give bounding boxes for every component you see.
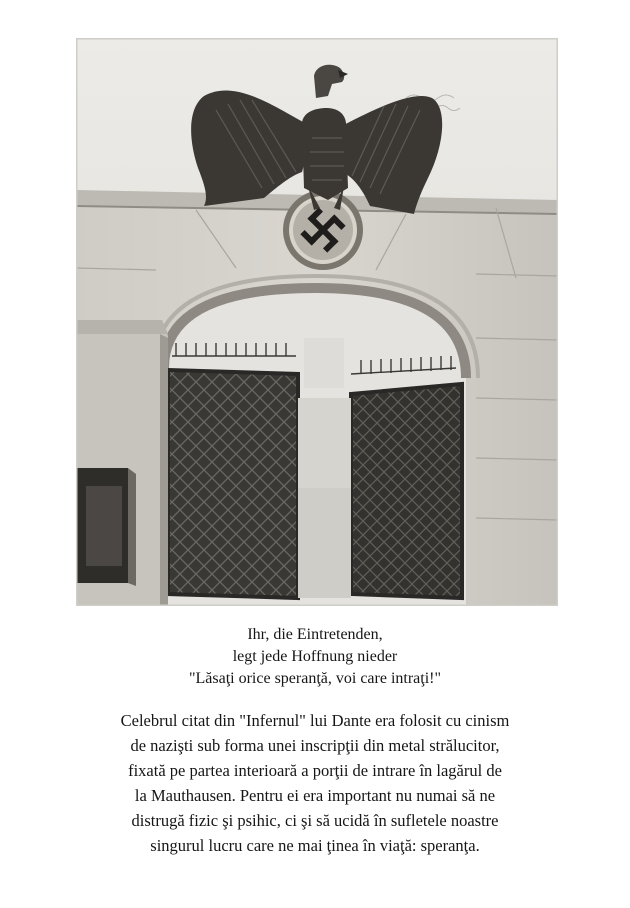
caption-line-romanian-quote: "Lăsaţi orice speranţă, voi care intraţi!" xyxy=(188,670,442,687)
spacer xyxy=(40,690,590,708)
paragraph-line-1: Celebrul citat din "Infernul" lui Dante era folosit cu cinism xyxy=(120,711,510,730)
caption-block xyxy=(40,624,590,858)
gate-photograph xyxy=(76,38,558,606)
paragraph-line-4: la Mauthausen. Pentru ei era important nu numai să ne xyxy=(134,786,496,805)
paragraph-line-3: fixată pe partea interioară a porţii de intrare în lagărul de xyxy=(128,761,502,780)
caption-line-german-1: Ihr, die Eintretenden, xyxy=(247,626,383,643)
paragraph-line-2: de nazişti sub forma unei inscripţii din metal strălucitor, xyxy=(130,736,500,755)
paragraph-line-5: distrugă fizic şi psihic, ci şi să ucidă în sufletele noastre xyxy=(131,811,499,830)
caption-line-german-2: legt jede Hoffnung nieder xyxy=(232,648,398,665)
paragraph-line-6: singurul lucru care ne mai ţinea în viaţă: speranţa. xyxy=(150,836,480,855)
eagle-swastika-gate-icon xyxy=(76,38,558,606)
